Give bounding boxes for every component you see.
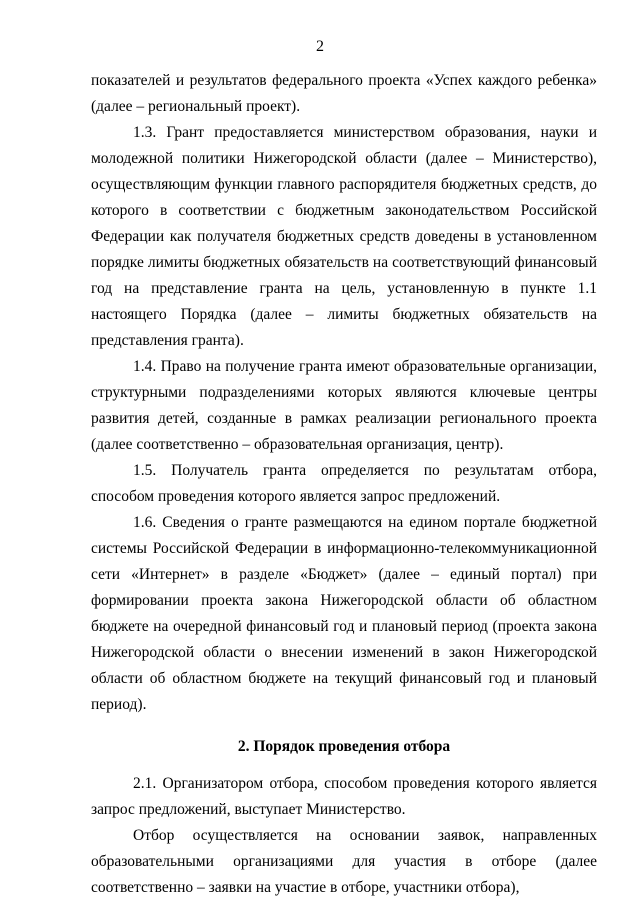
paragraph-1-3: 1.3. Грант предоставляется министерством образования, науки и молодежной политики Нижегородской области (далее – Министерство), осуществляющим функции главного распорядителя бюджетных средств, до которого в соответствии с бюджетным законодательством Российской Федерации как получателя бюджетных средств доведены в установленном порядке лимиты бюджетных обязательств на соответствующий финансовый год на представление гранта на цель, установленную в пункте 1.1 настоящего Порядка (далее – лимиты бюджетных обязательств на представления гранта).	[91, 124, 597, 349]
document-body	[91, 68, 597, 901]
paragraph-1-6: 1.6. Сведения о гранте размещаются на едином портале бюджетной системы Российской Федерации в информационно-телекоммуникационной сети «Интернет» в разделе «Бюджет» (далее – единый портал) при формировании проекта закона Нижегородской области об областном бюджете на очередной финансовый год и плановый период (проекта закона Нижегородской области о внесении изменений в закон Нижегородской области об областном бюджете на текущий финансовый год и плановый период).	[91, 514, 597, 713]
paragraph-continuation: показателей и результатов федерального проекта «Успех каждого ребенка» (далее – региональный проект).	[91, 72, 597, 115]
paragraph-selection: Отбор осуществляется на основании заявок, направленных образовательными организациями для участия в отборе (далее соответственно – заявки на участие в отборе, участники отбора),	[91, 827, 597, 896]
paragraph-1-5: 1.5. Получатель гранта определяется по результатам отбора, способом проведения которого является запрос предложений.	[91, 462, 597, 505]
paragraph-2-1: 2.1. Организатором отбора, способом проведения которого является запрос предложений, выступает Министерство.	[91, 775, 597, 818]
page-number: 2	[316, 38, 324, 55]
paragraph-1-4: 1.4. Право на получение гранта имеют образовательные организации, структурными подразделениями которых являются ключевые центры развития детей, созданные в рамках реализации регионального проекта (далее соответственно – образовательная организация, центр).	[91, 358, 597, 453]
section-heading: 2. Порядок проведения отбора	[237, 738, 451, 755]
